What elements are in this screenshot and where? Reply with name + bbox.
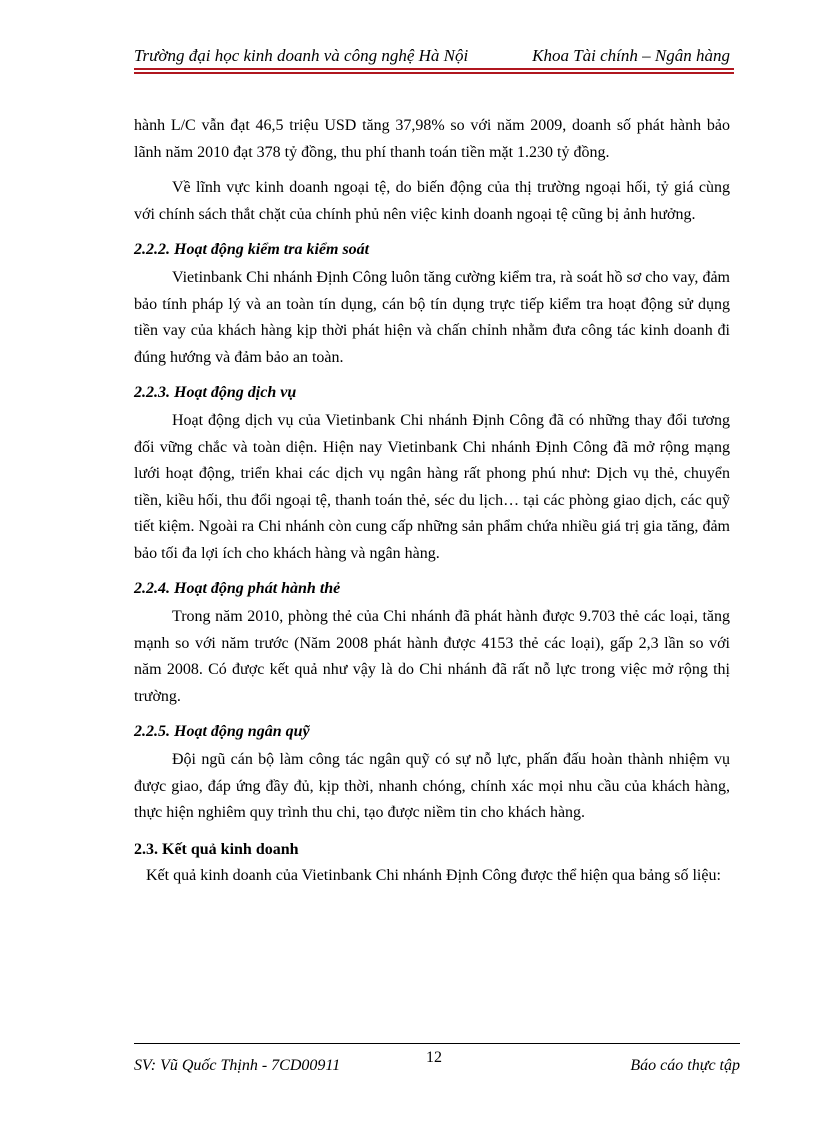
header-faculty: Khoa Tài chính – Ngân hàng	[532, 46, 730, 65]
header-rule-bottom	[134, 72, 734, 74]
page-footer	[134, 1049, 740, 1079]
header-rule-top	[134, 68, 734, 70]
paragraph: hành L/C vẫn đạt 46,5 triệu USD tăng 37,98% so với năm 2009, doanh số phát hành bảo lãnh năm 2010 đạt 378 tỷ đồng, thu phí thanh toán tiền mặt 1.230 tỷ đồng.	[134, 117, 730, 161]
page-body	[134, 113, 730, 889]
footer-student: SV: Vũ Quốc Thịnh - 7CD00911	[134, 1057, 341, 1074]
header-university: Trường đại học kinh doanh và công nghệ Hà Nội	[134, 46, 469, 65]
section-heading-2-2-4: 2.2.4. Hoạt động phát hành thẻ	[134, 580, 341, 597]
section-heading-2-2-3: 2.2.3. Hoạt động dịch vụ	[134, 384, 297, 401]
page-header	[134, 46, 730, 66]
paragraph: Vietinbank Chi nhánh Định Công luôn tăng cường kiểm tra, rà soát hồ sơ cho vay, đảm bảo tính pháp lý và an toàn tín dụng, cán bộ tín dụng trực tiếp kiểm tra hoạt động sử dụng tiền vay của khách hàng kịp thời phát hiện và chấn chỉnh nhằm đưa công tác kinh doanh đi đúng hướng và đảm bảo an toàn.	[134, 269, 730, 366]
paragraph: Kết quả kinh doanh của Vietinbank Chi nhánh Định Công được thể hiện qua bảng số liệu:	[146, 866, 721, 884]
section-heading-2-2-5: 2.2.5. Hoạt động ngân quỹ	[134, 723, 310, 740]
section-heading-2-3: 2.3. Kết quả kinh doanh	[134, 840, 299, 858]
section-heading-2-2-2: 2.2.2. Hoạt động kiểm tra kiểm soát	[134, 241, 370, 258]
paragraph: Trong năm 2010, phòng thẻ của Chi nhánh đã phát hành được 9.703 thẻ các loại, tăng mạnh so với năm trước (Năm 2008 phát hành được 4153 thẻ các loại), gấp 2,3 lần so với năm 2008. Có được kết quả như vậy là do Chi nhánh đã rất nỗ lực trong việc mở rộng thị trường.	[134, 608, 730, 705]
paragraph: Về lĩnh vực kinh doanh ngoại tệ, do biến động của thị trường ngoại hối, tỷ giá cùng với chính sách thắt chặt của chính phủ nên việc kinh doanh ngoại tệ cũng bị ảnh hưởng.	[134, 179, 730, 223]
footer-rule	[134, 1043, 740, 1044]
page-number: 12	[426, 1049, 442, 1066]
paragraph: Đội ngũ cán bộ làm công tác ngân quỹ có sự nỗ lực, phấn đấu hoàn thành nhiệm vụ được giao, đáp ứng đầy đủ, kịp thời, nhanh chóng, chính xác mọi nhu cầu của khách hàng, thực hiện nghiêm quy trình thu chi, tạo được niềm tin cho khách hàng.	[134, 751, 730, 821]
footer-report-title: Báo cáo thực tập	[630, 1057, 740, 1074]
paragraph: Hoạt động dịch vụ của Vietinbank Chi nhánh Định Công đã có những thay đổi tương đối vững chắc và toàn diện. Hiện nay Vietinbank Chi nhánh Định Công đã mở rộng mạng lưới hoạt động, triển khai các dịch vụ ngân hàng rất phong phú như: Dịch vụ thẻ, chuyển tiền, kiều hối, thu đổi ngoại tệ, thanh toán thẻ, séc du lịch… tại các phòng giao dịch, các quỹ tiết kiệm. Ngoài ra Chi nhánh còn cung cấp những sản phẩm chứa nhiều giá trị gia tăng, đảm bảo tối đa lợi ích cho khách hàng và ngân hàng.	[134, 412, 730, 562]
